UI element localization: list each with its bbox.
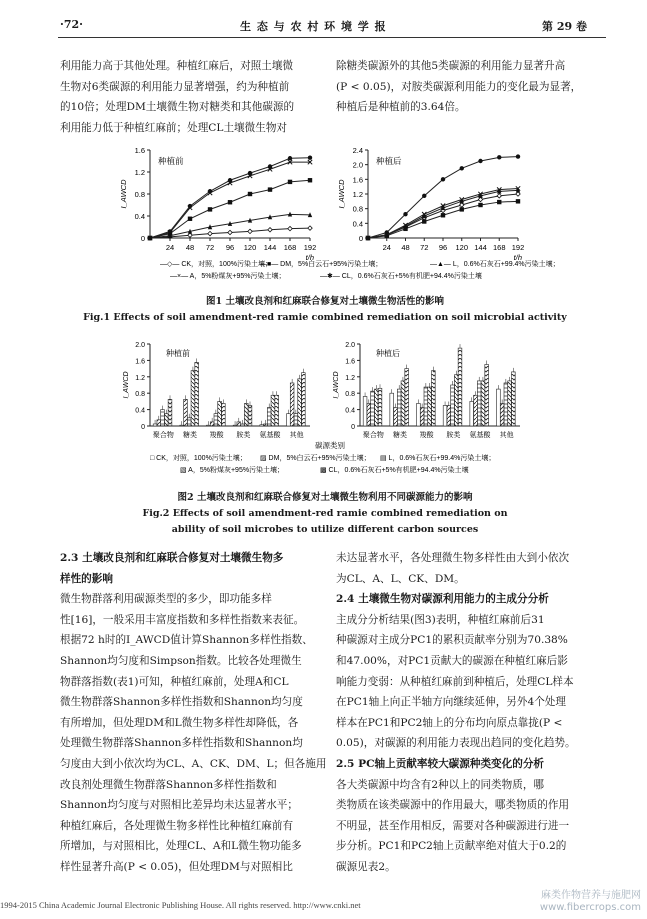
text-line: 0.05)，对碳源的利用能力表现出趋同的变化趋势。 [336,737,576,750]
data-point-DM [288,180,292,184]
x-axis-label: t/h [513,253,522,262]
text-line: 种植红麻后，各处理微生物多样性比种植红麻前有 [60,819,294,832]
legend-entry: ▤ L，0.6%石灰石+99.4%污染土壤； [380,455,496,462]
bar-DM [290,383,294,426]
x-tick-label: 192 [511,243,525,252]
category-label: 糖类 [393,432,407,439]
bar-L [397,389,401,426]
x-tick-label: 120 [243,243,257,252]
text-line: 样性显著升高(P < 0.05)，但处理DM与对照相比 [60,860,293,873]
y-tick-label: 1.6 [134,146,145,155]
data-point-CL [208,189,212,193]
figure-2 [120,338,540,476]
bar-CK [260,425,264,426]
y-tick-label: 2.0 [345,342,355,349]
bar-CL [485,365,489,427]
bar-L [267,408,271,426]
text-line: 改良剂处理微生物群落Shannon多样性指数和 [60,778,277,791]
bar-CL [248,406,252,427]
bar-CK [443,406,447,427]
y-tick-label: 1.2 [345,374,355,382]
bar-A [401,381,405,426]
left-column-bottom [60,548,330,878]
text-line: 的10倍；处理DM土壤微生物对糖类和其他碳源的 [60,101,295,114]
data-point-CL [268,164,272,168]
category-label: 羧酸 [209,432,224,439]
bar-DM [420,408,424,426]
data-point-CK [268,228,272,232]
y-tick-label: 1.6 [352,175,363,185]
text-line: 碳源见表2。 [336,860,396,873]
x-tick-label: 72 [205,243,215,252]
page-number: ·72· [60,18,83,31]
bar-CK [470,401,474,426]
legend-entry: —▲— L，0.6%石灰石+99.4%污染土壤； [430,261,560,268]
y-tick-label: 0 [140,234,145,243]
text-line: 利用能力高于其他处理。种植红麻后，对照土壤微 [60,60,294,72]
text-line: 匀度由大到小依次均为CL、A、CK、DM、L；但各施用 [60,757,327,770]
bar-DM [264,424,268,426]
bar-L [371,391,375,426]
y-axis-label: I_AWCD [123,371,130,399]
x-tick-label: 24 [165,243,175,252]
bar-L [504,383,508,426]
data-point-DM [228,200,232,204]
category-label: 聚合物 [362,432,384,439]
text-line: 未达显著水平，各处理微生物多样性由大到小依次 [336,552,570,564]
y-tick-label: 1.6 [345,358,355,366]
category-label: 胺类 [446,432,461,439]
data-point-CK [228,230,232,234]
y-tick-label: 1.2 [135,374,145,382]
y-tick-label: 0 [351,424,355,431]
figure-1 [100,140,560,290]
panel-title: 种植前 [166,349,190,358]
data-point-DM [308,178,312,182]
bar-L [451,385,455,426]
text-line: 利用能力低于种植红麻前；处理CL土壤微生物对 [60,121,288,134]
text-line: 主成分分析结果(图3)表明，种植红麻前后31 [336,613,545,626]
legend-entry: —◇— CK，对照，100%污染土壤； [160,261,272,268]
y-tick-label: 0.8 [134,190,145,199]
section-heading-2-3-cont: 样性的影响 [60,572,113,585]
bar-A [271,395,275,426]
header-rule [58,37,606,38]
data-point-CK [497,194,501,198]
bar-CL [431,371,435,426]
bar-A [428,387,432,426]
bar-CK [180,425,184,426]
data-point-CL [478,159,482,163]
text-line: 种碳源对主成分PC1的累积贡献率分别为70.38% [336,634,568,647]
bar-CL [221,403,225,426]
bar-CL [195,362,199,426]
legend-entry: □ CK，对照，100%污染土壤； [150,455,247,462]
figure-2-caption-en-1: Fig.2 Effects of soil amendment-red ramie combined remediation on [142,508,508,519]
data-point-CK [308,226,312,230]
bar-A [218,401,222,426]
bar-L [161,410,165,426]
bar-L [187,418,191,426]
data-point-DM [188,217,192,221]
legend-entry: ▩ CL，0.6%石灰石+5%有机肥+94.4%污染土壤 [320,467,469,474]
data-point-CL [308,156,312,160]
x-tick-label: 96 [225,243,235,252]
y-tick-label: 2.0 [352,160,363,170]
bar-DM [237,422,241,426]
text-line: 根据72 h时的I_AWCD值计算Shannon多样性指数、 [60,634,313,647]
y-tick-label: 1.2 [134,168,145,177]
watermark-line: www.fibercrops.com [539,902,641,913]
y-tick-label: 0.8 [352,204,363,214]
bar-L [214,414,218,426]
bar-A [481,381,485,426]
data-point-DM [460,207,464,211]
text-line: 和47.00%，对PC1贡献大的碳源在种植红麻后影 [336,654,568,667]
text-line: 所增加，与对照相比，处理CL、A和L微生物功能多 [60,840,302,853]
bar-DM [157,420,161,426]
figure-2-caption-en-2: ability of soil microbes to utilize different carbon sources [171,524,479,535]
data-point-CL [366,236,370,240]
legend-entry: —✱— CL，0.6%石灰石+5%有机肥+94.4%污染土壤 [320,273,482,280]
text-line: (P < 0.05)，对胺类碳源利用能力的变化最为显著， [336,80,582,93]
category-label: 其他 [289,432,304,439]
bar-CK [233,425,237,426]
x-tick-label: 192 [303,243,317,252]
left-column-top [60,56,328,138]
bar-L [241,424,245,426]
x-tick-label: 24 [382,243,391,252]
bar-DM [474,395,478,426]
category-label: 氨基酸 [259,432,281,439]
text-line: 性[16]，一般采用丰富度指数和多样性指数来表征。 [60,613,305,626]
data-point-DM [268,187,272,191]
bar-A [244,403,248,426]
data-point-CL [441,177,445,181]
copyright-footer: 1994-2015 China Academic Journal Electronic Publishing House. All rights reserved. http://www.cnki.net [0,900,361,910]
text-line: 有所增加，但处理DM和L微生物多样性却降低，各 [60,716,299,729]
text-line: 除糖类碳源外的其他5类碳源的利用能力显著升高 [336,60,566,72]
bar-CL [405,369,409,426]
data-point-CL [148,236,152,240]
y-tick-label: 2.0 [135,342,145,349]
y-tick-label: 0.4 [135,407,145,415]
bar-A [374,389,378,426]
bar-CK [287,414,291,426]
bar-A [454,375,458,426]
bar-CK [417,403,421,426]
text-line: 类物质在该类碳源中的作用最大，哪类物质的作用 [336,799,570,812]
bar-CL [275,395,279,426]
data-point-CK [288,226,292,230]
x-tick-label: 144 [474,243,487,252]
volume-label: 第 29 卷 [542,20,587,33]
bar-A [191,371,195,426]
y-tick-label: 2.4 [352,146,363,155]
y-axis-label: I_AWCD [333,371,340,399]
bar-CL [458,348,462,426]
x-axis-label: 碳源类别 [315,441,345,450]
text-line: 处理微生物群落Shannon多样性指数和Shannon均 [60,737,303,750]
category-label: 胺类 [236,432,251,439]
text-line: 响能力变弱：从种植红麻前到种植后，处理CL样本 [336,675,574,688]
legend-entry: ▨ DM，5%白云石+95%污染土壤； [260,455,371,462]
legend-entry: —×— A，5%粉煤灰+95%污染土壤； [170,273,286,280]
x-tick-label: 96 [438,243,448,252]
figure-1-caption-en: Fig.1 Effects of soil amendment-red ramie combined remediation on soil microbial activity [83,312,567,323]
x-tick-label: 144 [263,243,277,252]
bar-CL [301,373,305,426]
category-label: 氨基酸 [469,432,491,439]
data-point-CL [516,154,520,158]
bar-CL [168,399,172,426]
y-tick-label: 1.2 [352,190,363,199]
x-axis-label: t/h [305,253,314,262]
bar-DM [210,422,214,426]
y-tick-label: 0.4 [345,407,355,415]
text-line: 步分析。PC1和PC2轴上贡献率绝对值大于0.2的 [336,840,567,853]
panel-title: 种植后 [376,349,400,358]
right-column-top [336,56,608,118]
text-line: Shannon均匀度和Simpson指数。比较各处理微生 [60,654,302,667]
section-heading-2-5: 2.5 PC轴上贡献率较大碳源种类变化的分析 [336,757,545,770]
x-tick-label: 168 [283,243,297,252]
bar-CL [378,388,382,426]
right-column-bottom [336,548,608,878]
bar-CK [363,396,367,426]
data-point-CL [385,230,389,234]
legend-entry: ▧ A，5%粉煤灰+95%污染土壤； [180,467,285,474]
text-line: 微生物群落Shannon多样性指数和Shannon均匀度 [60,696,303,709]
x-tick-label: 72 [420,243,429,252]
data-point-CL [168,229,172,233]
bar-A [298,379,302,426]
y-axis-label: I_AWCD [119,179,128,209]
panel-title: 种植后 [376,156,402,166]
bar-A [508,381,512,426]
x-tick-label: 48 [401,243,410,252]
text-line: 物群落指数(表1)可知，种植红麻前，处理A和CL [60,675,289,688]
data-point-DM [208,207,212,211]
bar-L [294,414,298,426]
bar-CK [153,424,157,426]
bar-DM [500,403,504,426]
journal-title: 生 态 与 农 村 环 境 学 报 [240,20,387,33]
text-line: 在PC1轴上向正半轴方向继续延伸，另外4个处理 [336,696,566,709]
text-line: 不明显，甚至作用相反，需要对各种碳源进行进一 [336,819,570,832]
data-point-CL [248,171,252,175]
data-point-CK [208,231,212,235]
x-tick-label: 120 [455,243,469,252]
bar-DM [394,408,398,426]
y-tick-label: 0.4 [134,212,145,221]
data-point-DM [516,199,520,203]
y-tick-label: 1.6 [135,358,145,366]
data-point-CL [228,178,232,182]
bar-DM [447,406,451,427]
bar-CK [390,393,394,426]
text-line: 生物对6类碳源的利用能力显著增强，约为种植前 [60,80,290,93]
x-tick-label: 48 [185,243,195,252]
data-point-DM [478,203,482,207]
y-tick-label: 0 [358,234,363,243]
bar-DM [367,403,371,426]
data-point-DM [441,213,445,217]
data-point-CL [422,194,426,198]
watermark [540,890,641,914]
bar-L [424,387,428,426]
y-tick-label: 0.8 [135,391,145,399]
text-line: 为CL、A、L、CK、DM。 [336,572,465,585]
category-label: 聚合物 [152,432,174,439]
text-line: 种植后是种植前的3.64倍。 [336,101,466,114]
y-tick-label: 0.4 [352,219,363,229]
section-heading-2-3: 2.3 土壤改良剂和红麻联合修复对土壤微生物多 [60,552,284,564]
section-heading-2-4: 2.4 土壤微生物对碳源利用能力的主成分分析 [336,593,549,606]
data-point-CL [188,204,192,208]
data-point-DM [422,219,426,223]
data-point-CL [288,156,292,160]
category-label: 糖类 [183,432,197,439]
text-line: 各大类碳源中均含有2种以上的同类物质，哪 [336,778,545,791]
bar-CK [497,389,501,426]
bar-CK [207,425,211,426]
bar-A [164,414,168,426]
figure-2-caption-cn: 图2 土壤改良剂和红麻联合修复对土壤微生物利用不同碳源能力的影响 [177,492,473,503]
data-point-CK [188,233,192,237]
data-point-CL [403,212,407,216]
bar-L [477,381,481,426]
bar-CL [511,372,515,426]
data-point-DM [248,192,252,196]
series-line-CL [150,158,310,238]
text-line: 微生物群落利用碳源类型的多少，即功能多样 [60,593,272,606]
bar-DM [184,399,188,426]
data-point-CK [248,229,252,233]
series-line-CL [368,157,518,238]
figure-1-caption-cn: 图1 土壤改良剂和红麻联合修复对土壤微生物活性的影响 [206,296,444,307]
legend-entry: —■— DM，5%白云石+95%污染土壤； [260,261,383,268]
data-point-CL [460,166,464,170]
y-tick-label: 0 [141,424,145,431]
watermark-line: 麻类作物营养与施肥网 [541,890,641,901]
x-tick-label: 168 [492,243,506,252]
y-tick-label: 0.8 [345,391,355,399]
y-axis-label: I_AWCD [337,179,346,209]
category-label: 羧酸 [419,432,434,439]
panel-title: 种植前 [158,156,184,166]
data-point-CL [497,155,501,159]
category-label: 其他 [499,432,514,439]
text-line: Shannon均匀度与对照相比差异均未达显著水平； [60,799,298,812]
text-line: 样本在PC1和PC2轴上的分布均向原点靠拢(P < [336,716,563,729]
data-point-DM [497,200,501,204]
